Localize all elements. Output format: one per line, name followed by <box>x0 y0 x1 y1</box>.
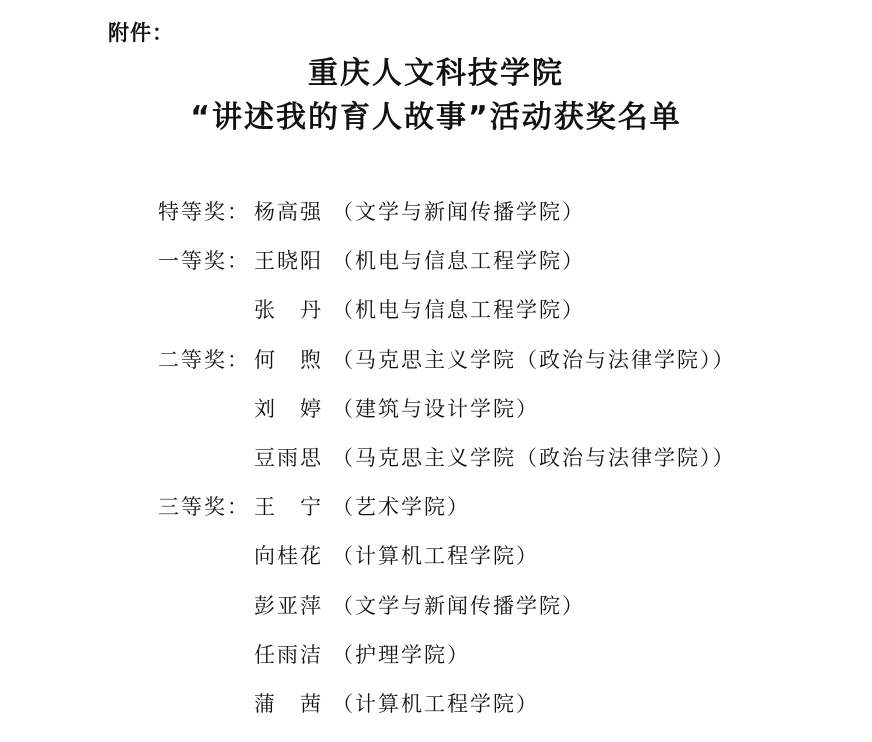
award-row <box>0 483 872 532</box>
winner-department: （艺术学院） <box>332 495 470 520</box>
winner-name: 彭亚萍 <box>254 593 323 618</box>
winner-department: （马克思主义学院（政治与法律学院）） <box>332 347 736 372</box>
award-entry <box>254 532 539 581</box>
award-entry <box>254 434 736 483</box>
document-title-line-1: 重庆人文科技学院 <box>308 56 564 91</box>
award-entry <box>254 680 539 729</box>
award-row <box>0 680 872 729</box>
award-entry <box>254 631 470 680</box>
award-entry <box>254 582 585 631</box>
winner-department: （计算机工程学院） <box>332 691 539 716</box>
award-entry <box>254 286 585 335</box>
award-row <box>0 434 872 483</box>
award-entry <box>254 336 736 385</box>
winner-department: （马克思主义学院（政治与法律学院）） <box>332 445 736 470</box>
award-row <box>0 286 872 335</box>
winner-department: （护理学院） <box>332 642 470 667</box>
winner-name: 向桂花 <box>254 544 323 569</box>
award-level: 一等奖： <box>158 249 250 274</box>
winner-department: （文学与新闻传播学院） <box>332 593 585 618</box>
winner-name: 王 宁 <box>254 495 323 520</box>
winner-department: （计算机工程学院） <box>332 544 539 569</box>
award-level: 二等奖： <box>158 347 250 372</box>
award-row <box>0 336 872 385</box>
winner-name: 豆雨思 <box>254 445 323 470</box>
winner-department: （文学与新闻传播学院） <box>332 200 585 224</box>
document-title-line-2: “讲述我的育人故事”活动获奖名单 <box>190 100 682 135</box>
award-row <box>0 237 872 286</box>
attachment-label: 附件： <box>108 21 174 45</box>
award-entry <box>254 237 585 286</box>
award-list <box>0 188 872 729</box>
winner-name: 任雨洁 <box>254 642 323 667</box>
winner-name: 蒲 茜 <box>254 691 323 716</box>
winner-name: 何 煦 <box>254 347 323 372</box>
winner-department: （机电与信息工程学院） <box>332 249 585 274</box>
award-row <box>0 631 872 680</box>
winner-name: 王晓阳 <box>254 249 323 274</box>
award-row <box>0 532 872 581</box>
award-row <box>0 582 872 631</box>
winner-name: 杨高强 <box>254 200 323 224</box>
winner-department: （建筑与设计学院） <box>332 396 539 421</box>
winner-name: 刘 婷 <box>254 396 323 421</box>
award-entry <box>254 483 470 532</box>
award-row <box>0 188 872 237</box>
award-level: 三等奖： <box>158 495 250 520</box>
winner-name: 张 丹 <box>254 298 323 323</box>
award-entry <box>254 188 585 237</box>
award-level: 特等奖： <box>158 200 250 224</box>
award-entry <box>254 385 539 434</box>
winner-department: （机电与信息工程学院） <box>332 298 585 323</box>
award-row <box>0 385 872 434</box>
